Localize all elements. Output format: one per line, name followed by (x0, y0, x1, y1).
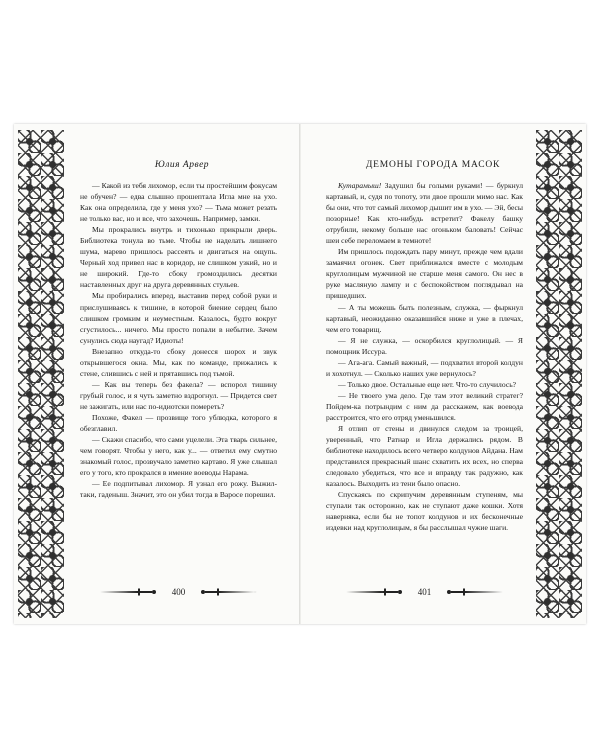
paragraph: — Не твоего ума дело. Где там этот великий стратег? Пойдем-ка потрындим с ним да расскажем, как воевода расстроится, что его отряд уменьшился. (326, 390, 523, 422)
paragraph: Спускаясь по скрипучим деревянным ступеням, мы ступали так осторожно, как не ступают даже кошки. Хотя наверняка, если бы не топот колдунов и их бесконечные издевки над круглолицым, я бы расслышал чужие шаги. (326, 490, 523, 533)
left-page-text (80, 180, 277, 500)
page-number: 401 (417, 587, 432, 597)
paragraph: Внезапно откуда-то сбоку донесся шорох и звук открывшегося окна. Мы, как по команде, прижались к стене, слившись с ней и прятавшись под тьмой. (80, 346, 277, 378)
left-page (14, 124, 294, 624)
paragraph: — Как вы теперь без факела? — вспорол тишину грубый голос, и я чуть заметно вздрогнул. — Придется свет не зажигать, или нас по-идиотски помереть? (80, 379, 277, 411)
right-page (302, 124, 582, 624)
paragraph: — Ее подпитывал лихомор. Я узнал его рожу. Выжил-таки, гаденыш. Значит, это он убил тогда в Варосе порешил. (80, 479, 277, 500)
page-number: 400 (171, 587, 186, 597)
paragraph: Мы прокрались внутрь и тихонько прикрыли дверь. Библиотека тонула во тьме. Чтобы не наделать лишнего шума, марево пришлось рассеять и двигаться на ощупь. Черный ход привел нас в коридор, не слишком узкий, но и не широкий. Где-то сбоку громоздились десятки наставленных друг на друга деревянных стульев. (80, 225, 277, 290)
page-footer-left (80, 585, 277, 599)
page-footer-right (326, 585, 523, 599)
dagger-ornament-icon (445, 587, 505, 597)
paragraph: Мы пробирались вперед, выставив перед собой руки и прислушиваясь к тишине, в которой биение сердец было слишком громким и неуместным. Казалось, будто вокруг сгустилось... ничего. Мы просто попали в небытие. Зачем сунулись сюда наугад? Идиоты! (80, 291, 277, 345)
paragraph: Им пришлось подождать пару минут, прежде чем вдали замаячил огонек. Свет приближался вместе с молодым круглолицым мужчиной не старше меня самого. Он нес в руке масляную лампу и с беспокойством поглядывал на пришедших. (326, 247, 523, 301)
paragraph: — А ты можешь быть полезным, служка, — фыркнул картавый, неожиданно оказавшийся ниже и уже в плечах, чем его товарищ. (326, 302, 523, 334)
paragraph: Похоже, Факел — прозвище того ублюдка, которого я обезглавил. (80, 412, 277, 434)
paragraph: — Только двое. Остальные еще нет. Что-то случилось? (338, 379, 517, 389)
paragraph: — Ага-ага. Самый важный, — подхватил второй колдун и хохотнул. — Сколько наших уже вернулось? (326, 357, 523, 378)
book-spread (14, 124, 586, 624)
dagger-ornament-icon (199, 587, 259, 597)
paragraph: — Я не служка, — оскорбился круглолицый. — Я помощник Иссура. (326, 335, 523, 356)
paragraph: — Скажи спасибо, что сами уцелели. Эта тварь сильнее, чем говорят. Чтобы у него, как у... — ответил ему смутно знакомый голос, прозвучало заметно картаво. Я уже слышал его у того, кто прокрался в имение воеводы Нарама. (80, 435, 277, 478)
right-page-text (326, 180, 523, 534)
book-gutter (299, 124, 301, 624)
paragraph: Я отлип от стены и двинулся следом за троицей, уверенный, что Ратнар и Игла держались рядом. В библиотеке находилось всего четверо колдунов Айдана. Нам представился прекрасный шанс схватить их всех, но сперва следовало убедиться, что все и вправду так радужно, как казалось. Выходить из тени было опасно. (326, 424, 523, 489)
running-head-title: ДЕМОНЫ ГОРОДА МАСОК (365, 160, 501, 170)
running-head-author: Юлия Арвер (154, 160, 210, 170)
paragraph: Кутарамыш! Задушил бы голыми руками! — буркнул картавый, и, судя по топоту, эти двое прошли мимо нас. Как бы они, что тот самый лихомор дышит им в ухо. — Эй, бесы позорные! Как кто-нибудь встретит? Факелу башку отрубили, некому больше нас огоньком баловать! Сейчас шеи себе переломаем в темноте! (326, 181, 523, 246)
paragraph: — Какой из тебя лихомор, если ты простейшим фокусам не обучен? — едва слышно прошептала Игла мне на ухо. Как она определила, где у меня ухо? — Тьма может резать не только вас, но и все, что захочешь. Например, замки. (80, 181, 277, 224)
